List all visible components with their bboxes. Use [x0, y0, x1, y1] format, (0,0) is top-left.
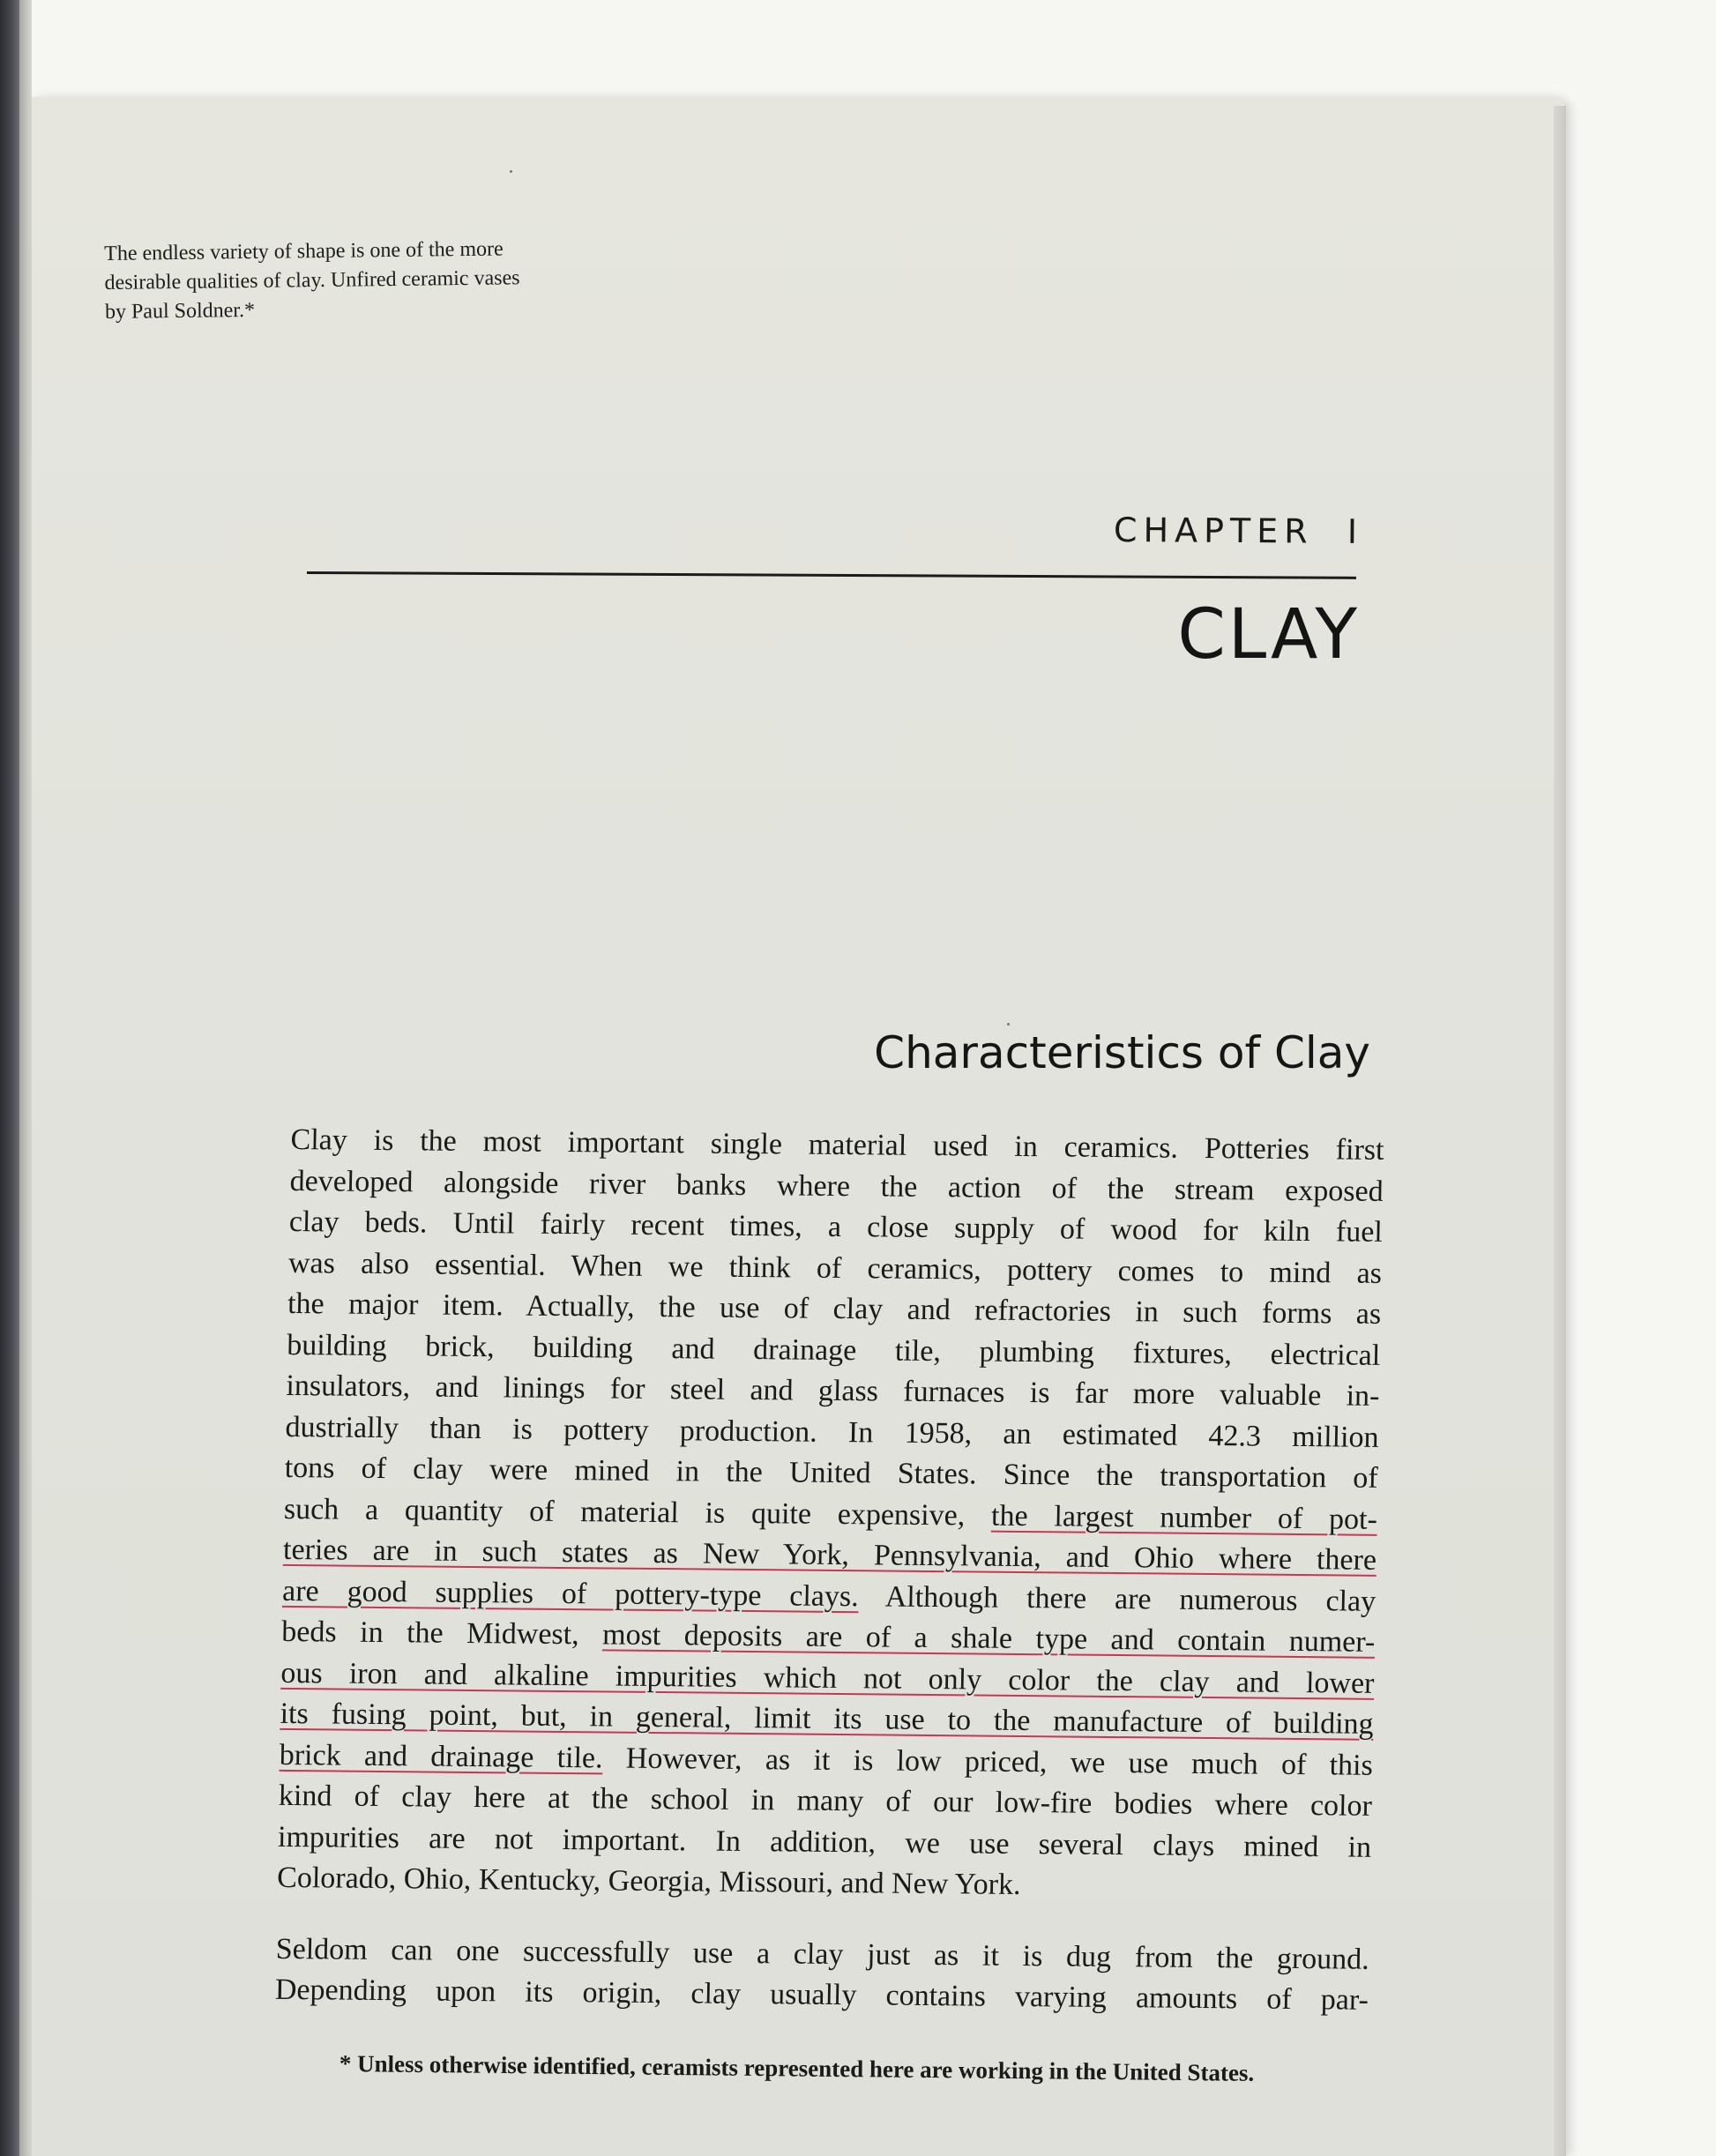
text-line: impurities are not important. In addition, we use several clays mined in	[277, 1820, 1372, 1864]
text-segment: Although there are numerous clay	[884, 1579, 1377, 1618]
text-line: building brick, building and drainage tile, plumbing fixtures, electrical	[286, 1328, 1381, 1372]
book-cover-edge	[0, 0, 19, 2156]
caption-line: by Paul Soldner.*	[104, 298, 256, 324]
underlined-text: most deposits are of a shale type and contain numer-	[601, 1618, 1376, 1659]
paper-speck	[1007, 1023, 1010, 1026]
text-line: Clay is the most important single material used in ceramics. Potteries first	[290, 1123, 1384, 1167]
body-text	[274, 1120, 1384, 2021]
text-line: tons of clay were mined in the United States. Since the transportation of	[284, 1451, 1379, 1495]
caption-line: The endless variety of shape is one of the more	[104, 237, 504, 265]
text-line: clay beds. Until fairly recent times, a close supply of wood for kiln fuel	[288, 1205, 1384, 1249]
photo-caption	[104, 233, 678, 327]
underlined-text: brick and drainage tile.	[279, 1738, 603, 1774]
text-line: Colorado, Ohio, Kentucky, Georgia, Missouri, and New York.	[276, 1861, 1021, 1901]
underlined-text: the largest number of pot-	[990, 1499, 1378, 1536]
text-line: Seldom can one successfully use a clay just as it is dug from the ground.	[275, 1932, 1370, 1976]
paper-speck	[510, 170, 512, 173]
chapter-title: CLAY	[1177, 595, 1360, 675]
paragraph	[274, 1928, 1369, 2021]
chapter-label: CHAPTER I	[1113, 511, 1364, 551]
text-segment: such a quantity of material is quite expensive,	[283, 1492, 966, 1532]
underlined-text: are good supplies of pottery-type clays.	[281, 1574, 860, 1613]
text-line: insulators, and linings for steel and glass furnaces is far more valuable in-	[286, 1369, 1380, 1413]
underlined-text: ous iron and alkaline impurities which not only color the clay and lower	[280, 1656, 1375, 1700]
paragraph	[277, 1120, 1384, 1909]
text-line: was also essential. When we think of ceramics, pottery comes to mind as	[287, 1246, 1383, 1290]
text-segment: beds in the Midwest,	[281, 1615, 580, 1652]
text-segment: However, as it is low priced, we use much of this	[625, 1742, 1374, 1782]
page-right-edge	[1554, 106, 1566, 2156]
underlined-text: its fusing point, but, in general, limit its use to the manufacture of building	[280, 1697, 1374, 1741]
text-line: Depending upon its origin, clay usually contains varying amounts of par-	[274, 1973, 1369, 2017]
text-line: dustrially than is pottery production. In 1958, an estimated 42.3 million	[285, 1410, 1379, 1454]
text-line: kind of clay here at the school in many of our low-fire bodies where color	[278, 1779, 1373, 1823]
footnote: * Unless otherwise identified, ceramists represented here are working in the United States.	[339, 2050, 1255, 2086]
page-stack-edge	[19, 0, 32, 2156]
caption-line: desirable qualities of clay. Unfired ceramic vases	[104, 266, 520, 295]
text-line: developed alongside river banks where the action of the stream exposed	[289, 1164, 1384, 1208]
text-line: the major item. Actually, the use of clay and refractories in such forms as	[287, 1287, 1382, 1331]
section-heading: Characteristics of Clay	[874, 1027, 1370, 1078]
underlined-text: teries are in such states as New York, Pennsylvania, and Ohio where there	[282, 1533, 1377, 1577]
